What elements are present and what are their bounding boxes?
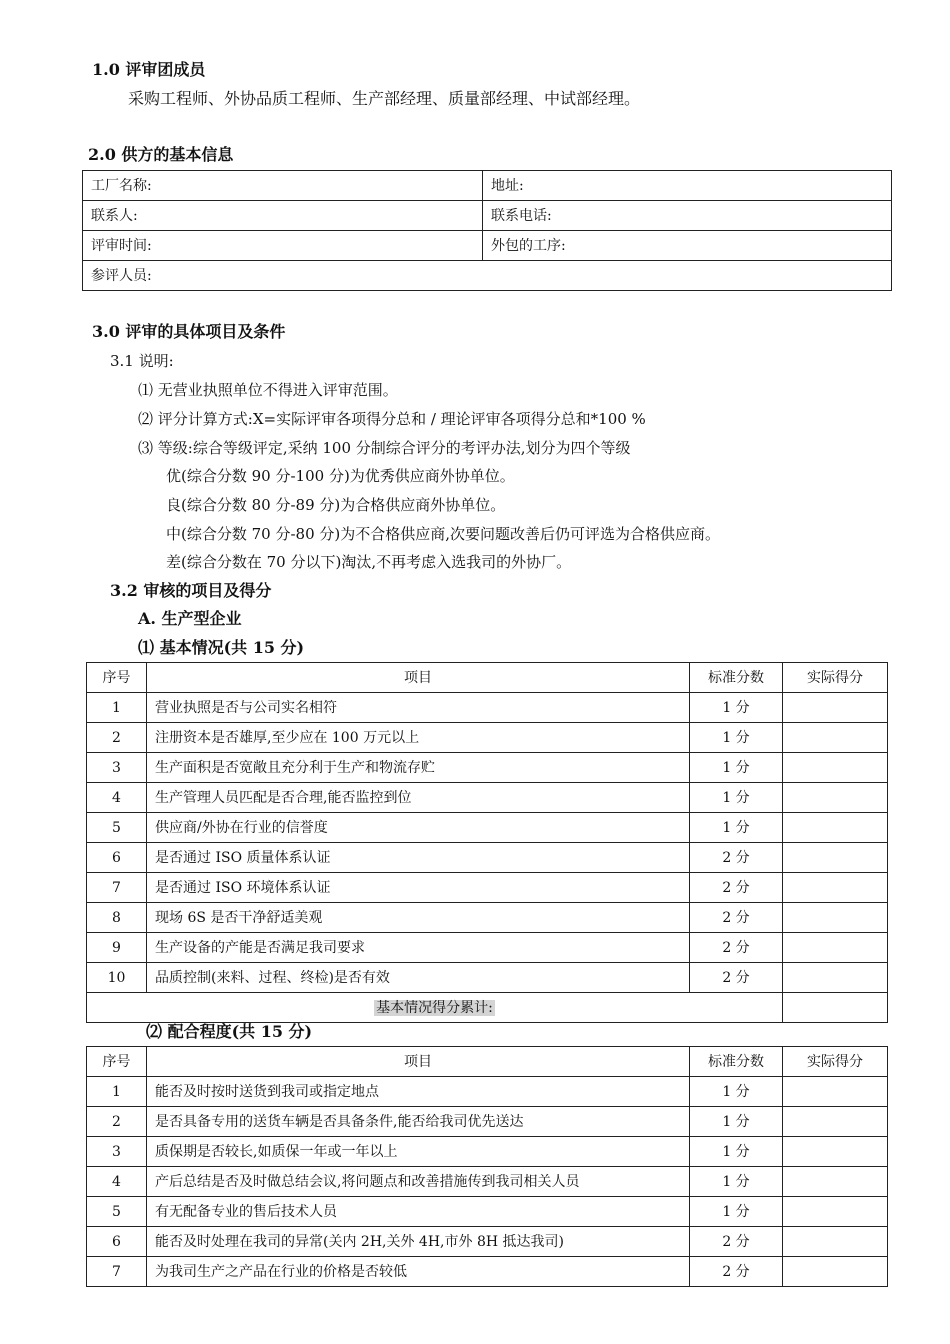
row-no: 2 <box>87 1107 147 1137</box>
row-no: 1 <box>87 1077 147 1107</box>
grade-medium: 中(综合分数 70 分-80 分)为不合格供应商,次要问题改善后仍可评选为合格供应商。 <box>166 525 721 543</box>
row-standard-score: 1 分 <box>690 693 783 723</box>
row-actual-score-cell[interactable] <box>783 1257 888 1287</box>
row-no: 6 <box>87 1227 147 1257</box>
cooperation-table <box>86 1046 888 1287</box>
row-item: 能否及时处理在我司的异常(关内 2H,关外 4H,市外 8H 抵达我司) <box>147 1227 690 1257</box>
header-standard-score: 标准分数 <box>690 1047 783 1077</box>
table-row <box>83 261 892 291</box>
row-actual-score-cell[interactable] <box>783 813 888 843</box>
row-item: 供应商/外协在行业的信誉度 <box>147 813 690 843</box>
row-standard-score: 1 分 <box>690 813 783 843</box>
table-row <box>83 201 892 231</box>
row-no: 6 <box>87 843 147 873</box>
row-standard-score: 2 分 <box>690 963 783 993</box>
grade-poor: 差(综合分数在 70 分以下)淘汰,不再考虑入选我司的外协厂。 <box>166 553 572 571</box>
row-no: 9 <box>87 933 147 963</box>
table-row <box>87 813 888 843</box>
table-row <box>87 1227 888 1257</box>
phone-field[interactable]: 联系电话: <box>483 201 892 231</box>
row-no: 3 <box>87 1137 147 1167</box>
row-no: 1 <box>87 693 147 723</box>
total-score-cell[interactable] <box>783 993 888 1023</box>
row-actual-score-cell[interactable] <box>783 693 888 723</box>
row-no: 7 <box>87 1257 147 1287</box>
row-standard-score: 1 分 <box>690 1197 783 1227</box>
row-item: 现场 6S 是否干净舒适美观 <box>147 903 690 933</box>
table-row <box>87 723 888 753</box>
supplier-info-table <box>82 170 892 291</box>
table-row <box>87 1257 888 1287</box>
row-no: 10 <box>87 963 147 993</box>
table-row <box>87 873 888 903</box>
table-2-title: ⑵ 配合程度(共 15 分) <box>146 1022 313 1041</box>
row-item: 生产面积是否宽敞且充分利于生产和物流存贮 <box>147 753 690 783</box>
table-row <box>83 171 892 201</box>
row-actual-score-cell[interactable] <box>783 1107 888 1137</box>
row-no: 8 <box>87 903 147 933</box>
row-standard-score: 2 分 <box>690 1257 783 1287</box>
row-item: 是否通过 ISO 环境体系认证 <box>147 873 690 903</box>
row-item: 能否及时按时送货到我司或指定地点 <box>147 1077 690 1107</box>
table-row <box>83 231 892 261</box>
row-actual-score-cell[interactable] <box>783 933 888 963</box>
row-item: 产后总结是否及时做总结会议,将问题点和改善措施传到我司相关人员 <box>147 1167 690 1197</box>
section-3-heading: 3.0 评审的具体项目及条件 <box>92 322 286 341</box>
row-item: 营业执照是否与公司实名相符 <box>147 693 690 723</box>
section-1-heading: 1.0 评审团成员 <box>92 60 206 79</box>
header-item: 项目 <box>147 663 690 693</box>
row-item: 是否通过 ISO 质量体系认证 <box>147 843 690 873</box>
row-no: 5 <box>87 1197 147 1227</box>
row-item: 是否具备专用的送货车辆是否具备条件,能否给我司优先送达 <box>147 1107 690 1137</box>
section-3-2-heading: 3.2 审核的项目及得分 <box>110 581 272 600</box>
row-actual-score-cell[interactable] <box>783 963 888 993</box>
table-row <box>87 783 888 813</box>
total-label: 基本情况得分累计: <box>376 999 493 1016</box>
row-standard-score: 1 分 <box>690 783 783 813</box>
row-standard-score: 2 分 <box>690 1227 783 1257</box>
row-item: 注册资本是否雄厚,至少应在 100 万元以上 <box>147 723 690 753</box>
row-item: 质保期是否较长,如质保一年或一年以上 <box>147 1137 690 1167</box>
row-actual-score-cell[interactable] <box>783 723 888 753</box>
table-row <box>87 933 888 963</box>
table-row <box>87 1197 888 1227</box>
table-header-row <box>87 1047 888 1077</box>
header-standard-score: 标准分数 <box>690 663 783 693</box>
participants-field[interactable]: 参评人员: <box>83 261 892 291</box>
note-3: ⑶ 等级:综合等级评定,采纳 100 分制综合评分的考评办法,划分为四个等级 <box>138 439 631 457</box>
header-no: 序号 <box>87 663 147 693</box>
table-row <box>87 1167 888 1197</box>
row-actual-score-cell[interactable] <box>783 1197 888 1227</box>
grade-good: 良(综合分数 80 分-89 分)为合格供应商外协单位。 <box>166 496 506 514</box>
note-2: ⑵ 评分计算方式:X=实际评审各项得分总和 / 理论评审各项得分总和*100 % <box>138 410 646 428</box>
row-standard-score: 1 分 <box>690 753 783 783</box>
row-standard-score: 1 分 <box>690 1077 783 1107</box>
row-actual-score-cell[interactable] <box>783 873 888 903</box>
table-row <box>87 843 888 873</box>
row-item: 生产管理人员匹配是否合理,能否监控到位 <box>147 783 690 813</box>
header-actual-score: 实际得分 <box>783 1047 888 1077</box>
review-time-field[interactable]: 评审时间: <box>83 231 483 261</box>
row-actual-score-cell[interactable] <box>783 903 888 933</box>
row-actual-score-cell[interactable] <box>783 753 888 783</box>
row-no: 5 <box>87 813 147 843</box>
row-no: 7 <box>87 873 147 903</box>
table-header-row <box>87 663 888 693</box>
row-standard-score: 2 分 <box>690 933 783 963</box>
table-1-title: ⑴ 基本情况(共 15 分) <box>138 638 305 657</box>
header-item: 项目 <box>147 1047 690 1077</box>
row-item: 品质控制(来料、过程、终检)是否有效 <box>147 963 690 993</box>
row-item: 生产设备的产能是否满足我司要求 <box>147 933 690 963</box>
row-standard-score: 2 分 <box>690 843 783 873</box>
section-2-heading: 2.0 供方的基本信息 <box>88 145 234 164</box>
basic-situation-table <box>86 662 888 1023</box>
table-row <box>87 753 888 783</box>
outsourced-process-field[interactable]: 外包的工序: <box>483 231 892 261</box>
table-row <box>87 963 888 993</box>
row-actual-score-cell[interactable] <box>783 843 888 873</box>
row-no: 4 <box>87 783 147 813</box>
section-3-1-heading: 3.1 说明: <box>110 352 174 370</box>
row-no: 2 <box>87 723 147 753</box>
factory-name-field[interactable]: 工厂名称: <box>83 171 483 201</box>
grade-excellent: 优(综合分数 90 分-100 分)为优秀供应商外协单位。 <box>166 467 515 485</box>
row-actual-score-cell[interactable] <box>783 1227 888 1257</box>
row-item: 为我司生产之产品在行业的价格是否较低 <box>147 1257 690 1287</box>
table-row <box>87 693 888 723</box>
row-standard-score: 2 分 <box>690 873 783 903</box>
address-field[interactable]: 地址: <box>483 171 892 201</box>
row-no: 4 <box>87 1167 147 1197</box>
table-row <box>87 903 888 933</box>
note-1: ⑴ 无营业执照单位不得进入评审范围。 <box>138 381 398 399</box>
row-standard-score: 1 分 <box>690 723 783 753</box>
review-team-members: 采购工程师、外协品质工程师、生产部经理、质量部经理、中试部经理。 <box>128 89 641 108</box>
row-standard-score: 2 分 <box>690 903 783 933</box>
row-actual-score-cell[interactable] <box>783 1167 888 1197</box>
row-no: 3 <box>87 753 147 783</box>
subheading-production-enterprise: A. 生产型企业 <box>138 609 242 628</box>
row-actual-score-cell[interactable] <box>783 1077 888 1107</box>
row-standard-score: 1 分 <box>690 1137 783 1167</box>
contact-field[interactable]: 联系人: <box>83 201 483 231</box>
table-row <box>87 1107 888 1137</box>
header-actual-score: 实际得分 <box>783 663 888 693</box>
total-label-cell <box>87 993 783 1023</box>
table-total-row <box>87 993 888 1023</box>
row-standard-score: 1 分 <box>690 1167 783 1197</box>
row-item: 有无配备专业的售后技术人员 <box>147 1197 690 1227</box>
row-standard-score: 1 分 <box>690 1107 783 1137</box>
table-row <box>87 1077 888 1107</box>
header-no: 序号 <box>87 1047 147 1077</box>
table-row <box>87 1137 888 1167</box>
row-actual-score-cell[interactable] <box>783 1137 888 1167</box>
row-actual-score-cell[interactable] <box>783 783 888 813</box>
